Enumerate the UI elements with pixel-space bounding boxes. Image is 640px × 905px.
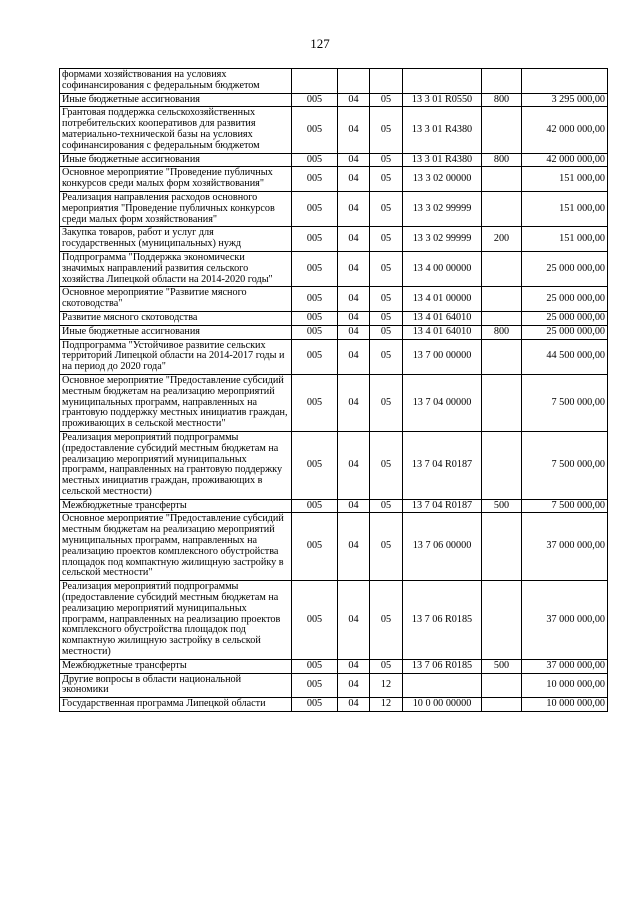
budget-table-body <box>60 69 608 712</box>
target-article-cell: 13 3 02 00000 <box>403 167 482 192</box>
subsection-code-cell: 05 <box>370 107 403 153</box>
section-code-cell: 04 <box>338 659 370 673</box>
department-code-cell: 005 <box>292 581 338 660</box>
department-code-cell: 005 <box>292 311 338 325</box>
amount-cell: 10 000 000,00 <box>522 673 608 698</box>
section-code-cell: 04 <box>338 673 370 698</box>
target-article-cell: 13 4 01 64010 <box>403 311 482 325</box>
subsection-code-cell: 05 <box>370 311 403 325</box>
department-code-cell: 005 <box>292 191 338 226</box>
expense-type-cell <box>482 339 522 374</box>
expense-type-cell <box>482 287 522 312</box>
table-row <box>60 227 608 252</box>
section-code-cell: 04 <box>338 107 370 153</box>
target-article-cell: 13 7 06 R0185 <box>403 581 482 660</box>
table-row <box>60 153 608 167</box>
section-code-cell: 04 <box>338 167 370 192</box>
section-code-cell: 04 <box>338 93 370 107</box>
department-code-cell: 005 <box>292 227 338 252</box>
expense-type-cell <box>482 673 522 698</box>
amount-cell: 25 000 000,00 <box>522 311 608 325</box>
table-row <box>60 581 608 660</box>
table-row <box>60 69 608 94</box>
department-code-cell: 005 <box>292 431 338 499</box>
subsection-code-cell: 05 <box>370 499 403 513</box>
subsection-code-cell: 05 <box>370 431 403 499</box>
target-article-cell: 13 7 04 00000 <box>403 374 482 431</box>
section-code-cell: 04 <box>338 251 370 286</box>
expense-type-cell <box>482 107 522 153</box>
expense-name-cell: Реализация направления расходов основного мероприятия "Проведение публичных конкурсов среди малых форм хозяйствования" <box>60 191 292 226</box>
amount-cell: 37 000 000,00 <box>522 513 608 581</box>
subsection-code-cell: 05 <box>370 227 403 252</box>
section-code-cell <box>338 69 370 94</box>
expense-type-cell: 800 <box>482 325 522 339</box>
table-row <box>60 311 608 325</box>
table-row <box>60 513 608 581</box>
table-row <box>60 251 608 286</box>
subsection-code-cell: 05 <box>370 287 403 312</box>
department-code-cell: 005 <box>292 499 338 513</box>
expense-name-cell: Иные бюджетные ассигнования <box>60 325 292 339</box>
subsection-code-cell: 05 <box>370 191 403 226</box>
target-article-cell: 13 7 04 R0187 <box>403 431 482 499</box>
department-code-cell: 005 <box>292 325 338 339</box>
expense-name-cell: Подпрограмма "Поддержка экономически значимых направлений развития сельского хозяйства Липецкой области на 2014-2020 годы" <box>60 251 292 286</box>
target-article-cell: 13 3 02 99999 <box>403 191 482 226</box>
amount-cell: 10 000 000,00 <box>522 698 608 712</box>
table-row <box>60 287 608 312</box>
table-row <box>60 431 608 499</box>
department-code-cell: 005 <box>292 287 338 312</box>
target-article-cell <box>403 69 482 94</box>
section-code-cell: 04 <box>338 581 370 660</box>
section-code-cell: 04 <box>338 499 370 513</box>
department-code-cell: 005 <box>292 659 338 673</box>
subsection-code-cell: 05 <box>370 513 403 581</box>
table-row <box>60 325 608 339</box>
section-code-cell: 04 <box>338 311 370 325</box>
expense-name-cell: Основное мероприятие "Предоставление субсидий местным бюджетам на реализацию мероприятий муниципальных программ, направленных на грантовую поддержку местных инициатив граждан, проживающих в сельской местности" <box>60 374 292 431</box>
amount-cell: 7 500 000,00 <box>522 431 608 499</box>
target-article-cell: 13 7 06 00000 <box>403 513 482 581</box>
amount-cell: 25 000 000,00 <box>522 287 608 312</box>
expense-name-cell: Иные бюджетные ассигнования <box>60 153 292 167</box>
department-code-cell: 005 <box>292 513 338 581</box>
department-code-cell <box>292 69 338 94</box>
amount-cell: 44 500 000,00 <box>522 339 608 374</box>
section-code-cell: 04 <box>338 227 370 252</box>
expense-name-cell: Другие вопросы в области национальной экономики <box>60 673 292 698</box>
expense-name-cell: Развитие мясного скотоводства <box>60 311 292 325</box>
target-article-cell: 10 0 00 00000 <box>403 698 482 712</box>
amount-cell: 7 500 000,00 <box>522 499 608 513</box>
amount-cell: 25 000 000,00 <box>522 325 608 339</box>
target-article-cell: 13 3 02 99999 <box>403 227 482 252</box>
section-code-cell: 04 <box>338 339 370 374</box>
amount-cell: 37 000 000,00 <box>522 581 608 660</box>
expense-name-cell: Закупка товаров, работ и услуг для государственных (муниципальных) нужд <box>60 227 292 252</box>
expense-name-cell: Межбюджетные трансферты <box>60 499 292 513</box>
subsection-code-cell: 05 <box>370 251 403 286</box>
table-row <box>60 191 608 226</box>
amount-cell: 7 500 000,00 <box>522 374 608 431</box>
subsection-code-cell: 05 <box>370 153 403 167</box>
expense-name-cell: Подпрограмма "Устойчивое развитие сельских территорий Липецкой области на 2014-2017 годы и на период до 2020 года" <box>60 339 292 374</box>
subsection-code-cell: 05 <box>370 325 403 339</box>
expense-type-cell <box>482 698 522 712</box>
table-row <box>60 167 608 192</box>
expense-type-cell <box>482 311 522 325</box>
subsection-code-cell: 05 <box>370 167 403 192</box>
amount-cell: 25 000 000,00 <box>522 251 608 286</box>
expense-type-cell <box>482 581 522 660</box>
expense-type-cell <box>482 431 522 499</box>
expense-name-cell: Межбюджетные трансферты <box>60 659 292 673</box>
target-article-cell: 13 3 01 R4380 <box>403 153 482 167</box>
expense-type-cell <box>482 69 522 94</box>
department-code-cell: 005 <box>292 673 338 698</box>
subsection-code-cell: 12 <box>370 698 403 712</box>
expense-name-cell: Государственная программа Липецкой области <box>60 698 292 712</box>
expense-type-cell: 500 <box>482 499 522 513</box>
department-code-cell: 005 <box>292 153 338 167</box>
table-row <box>60 698 608 712</box>
target-article-cell: 13 3 01 R0550 <box>403 93 482 107</box>
target-article-cell: 13 7 04 R0187 <box>403 499 482 513</box>
section-code-cell: 04 <box>338 325 370 339</box>
expense-type-cell <box>482 374 522 431</box>
expense-type-cell: 200 <box>482 227 522 252</box>
amount-cell: 42 000 000,00 <box>522 153 608 167</box>
department-code-cell: 005 <box>292 251 338 286</box>
amount-cell: 151 000,00 <box>522 167 608 192</box>
section-code-cell: 04 <box>338 431 370 499</box>
expense-name-cell: формами хозяйствования на условиях софинансирования с федеральным бюджетом <box>60 69 292 94</box>
target-article-cell: 13 7 06 R0185 <box>403 659 482 673</box>
department-code-cell: 005 <box>292 107 338 153</box>
expense-name-cell: Реализация мероприятий подпрограммы (предоставление субсидий местным бюджетам на реализацию мероприятий муниципальных программ, направленных на грантовую поддержку местных инициатив граждан, проживающих в сельской местности) <box>60 431 292 499</box>
expense-type-cell <box>482 167 522 192</box>
target-article-cell: 13 7 00 00000 <box>403 339 482 374</box>
expense-name-cell: Иные бюджетные ассигнования <box>60 93 292 107</box>
table-row <box>60 659 608 673</box>
department-code-cell: 005 <box>292 374 338 431</box>
expense-type-cell: 800 <box>482 93 522 107</box>
expense-name-cell: Грантовая поддержка сельскохозяйственных потребительских кооперативов для развития материально-технической базы на условиях софинансирования с федеральным бюджетом <box>60 107 292 153</box>
department-code-cell: 005 <box>292 698 338 712</box>
budget-table <box>59 68 608 712</box>
subsection-code-cell: 05 <box>370 339 403 374</box>
subsection-code-cell: 05 <box>370 93 403 107</box>
table-row <box>60 93 608 107</box>
department-code-cell: 005 <box>292 339 338 374</box>
amount-cell: 42 000 000,00 <box>522 107 608 153</box>
expense-name-cell: Основное мероприятие "Развитие мясного скотоводства" <box>60 287 292 312</box>
table-row <box>60 673 608 698</box>
expense-type-cell <box>482 513 522 581</box>
section-code-cell: 04 <box>338 698 370 712</box>
target-article-cell: 13 4 01 64010 <box>403 325 482 339</box>
amount-cell: 151 000,00 <box>522 191 608 226</box>
expense-name-cell: Основное мероприятие "Предоставление субсидий местным бюджетам на реализацию мероприятий муниципальных программ, направленных на реализацию проектов комплексного обустройства площадок под компактную жилищную застройку в сельской местности" <box>60 513 292 581</box>
table-row <box>60 339 608 374</box>
subsection-code-cell <box>370 69 403 94</box>
subsection-code-cell: 12 <box>370 673 403 698</box>
expense-type-cell: 800 <box>482 153 522 167</box>
table-row <box>60 374 608 431</box>
table-row <box>60 107 608 153</box>
section-code-cell: 04 <box>338 287 370 312</box>
expense-type-cell: 500 <box>482 659 522 673</box>
subsection-code-cell: 05 <box>370 581 403 660</box>
expense-name-cell: Основное мероприятие "Проведение публичных конкурсов среди малых форм хозяйствования" <box>60 167 292 192</box>
department-code-cell: 005 <box>292 93 338 107</box>
section-code-cell: 04 <box>338 513 370 581</box>
amount-cell: 37 000 000,00 <box>522 659 608 673</box>
section-code-cell: 04 <box>338 153 370 167</box>
amount-cell <box>522 69 608 94</box>
amount-cell: 3 295 000,00 <box>522 93 608 107</box>
page-number: 127 <box>310 36 330 51</box>
target-article-cell: 13 4 00 00000 <box>403 251 482 286</box>
target-article-cell: 13 3 01 R4380 <box>403 107 482 153</box>
expense-type-cell <box>482 251 522 286</box>
table-row <box>60 499 608 513</box>
amount-cell: 151 000,00 <box>522 227 608 252</box>
target-article-cell <box>403 673 482 698</box>
department-code-cell: 005 <box>292 167 338 192</box>
section-code-cell: 04 <box>338 191 370 226</box>
target-article-cell: 13 4 01 00000 <box>403 287 482 312</box>
expense-type-cell <box>482 191 522 226</box>
subsection-code-cell: 05 <box>370 374 403 431</box>
subsection-code-cell: 05 <box>370 659 403 673</box>
expense-name-cell: Реализация мероприятий подпрограммы (предоставление субсидий местным бюджетам на реализацию мероприятий муниципальных программ, направленных на реализацию проектов комплексного обустройства площадок под компактную жилищную застройку в сельской местности) <box>60 581 292 660</box>
section-code-cell: 04 <box>338 374 370 431</box>
